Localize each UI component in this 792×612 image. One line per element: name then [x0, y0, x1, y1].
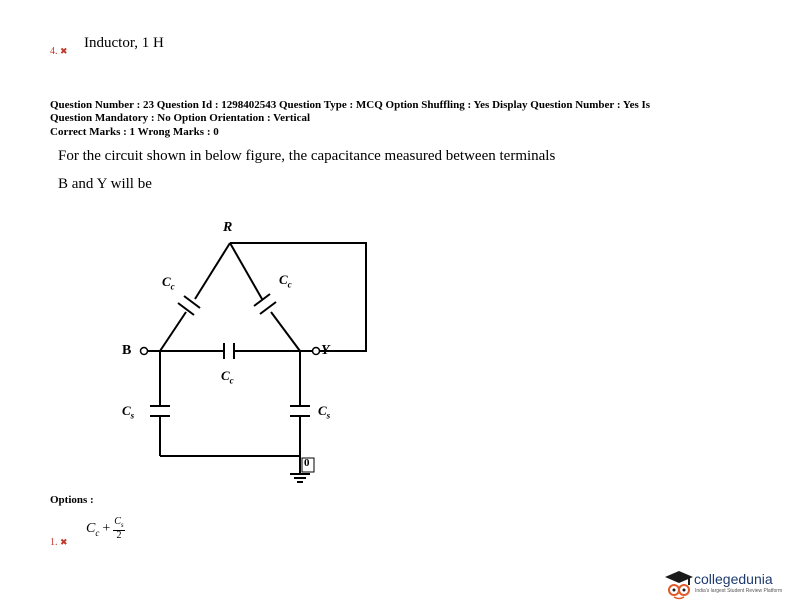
wire-right-diag-lower [271, 312, 300, 351]
collegedunia-logo [664, 566, 784, 606]
question-meta-line1: Question Number : 23 Question Id : 1298402543 Question Type : MCQ Option Shuffling : Yes Display Question Number : Yes Is [50, 99, 651, 111]
prev-option-number: 4. ✖ [50, 46, 68, 57]
brand-name: collegedunia [694, 571, 773, 587]
wire-left-diag-upper [195, 243, 230, 299]
question-marks: Correct Marks : 1 Wrong Marks : 0 [50, 126, 219, 138]
node-b-label: B [122, 343, 132, 358]
option-1-formula[interactable] [86, 514, 125, 544]
option-1-fraction [113, 517, 124, 541]
ground-label: 0 [304, 457, 310, 469]
option-1-lhs: $C_c$ [86, 520, 100, 538]
option-1-numerator: $C_s$ [114, 516, 124, 529]
cap-left-top-plate2 [184, 296, 200, 308]
question-text-line1: For the circuit shown in below figure, the capacitance measured between terminals [58, 148, 556, 164]
graduate-cap-icon [664, 568, 694, 600]
option-1-denominator: 2 [116, 530, 122, 541]
options-label: Options : [50, 494, 94, 506]
wire-outer-right [230, 243, 366, 351]
cap-right-top-plate2 [260, 302, 276, 314]
node-y-label: Y [321, 343, 330, 358]
terminal-b [141, 348, 148, 355]
wrong-mark-icon: ✖ [60, 537, 68, 547]
prev-option-text: Inductor, 1 H [84, 35, 164, 51]
cap-middle-label: $C_c$ [221, 368, 234, 386]
cap-right-top-plate1 [254, 294, 270, 306]
terminal-y [313, 348, 320, 355]
option-1-plus: + [102, 521, 111, 536]
cap-right-top-label: $C_c$ [279, 272, 292, 290]
cap-left-top-label: $C_c$ [162, 274, 175, 292]
cap-right-bottom-label: $C_s$ [318, 403, 331, 421]
wrong-mark-icon: ✖ [60, 46, 68, 56]
question-meta-line2: Question Mandatory : No Option Orientation : Vertical [50, 112, 311, 124]
option-1-number: 1. ✖ [50, 537, 68, 548]
cap-left-bottom-label: $C_s$ [122, 403, 135, 421]
brand-tagline: India's largest Student Review Platform [695, 588, 783, 594]
question-text-line2: B and Y will be [58, 176, 152, 192]
wire-left-diag-lower [160, 312, 186, 351]
wire-right-diag-upper [230, 243, 262, 299]
node-r-label: R [223, 220, 233, 235]
